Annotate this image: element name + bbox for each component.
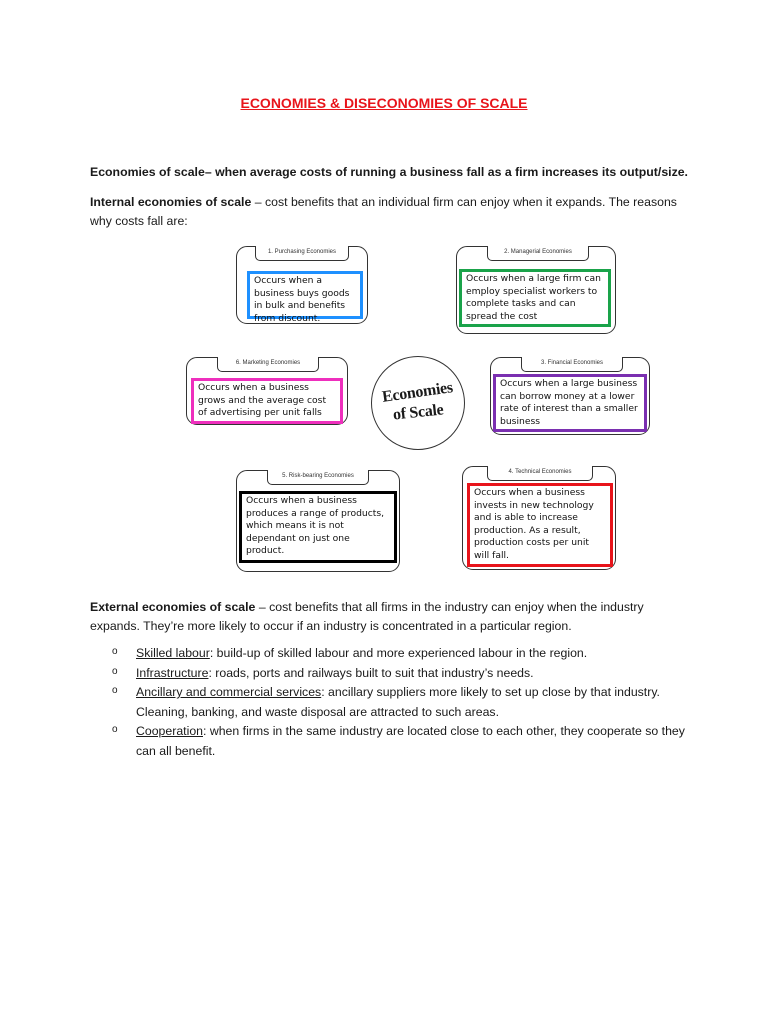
card-tab: 2. Managerial Economies bbox=[487, 246, 589, 261]
definition-term: Economies of scale bbox=[90, 165, 205, 179]
bullet-text: : build-up of skilled labour and more experienced labour in the region. bbox=[209, 646, 588, 660]
internal-text: – cost benefits that an individual firm can enjoy when it expands. The reasons why costs fall are: bbox=[90, 195, 677, 228]
card-text: Occurs when a business produces a range of products, which means it is not dependant on just one product. bbox=[239, 491, 397, 563]
external-paragraph bbox=[90, 598, 690, 636]
bullet-text: : roads, ports and railways built to suit that industry’s needs. bbox=[208, 665, 534, 680]
bullet-text: : ancillary suppliers more likely to set up close by that industry. Cleaning, banking, and waste disposal are attracted to such areas. bbox=[136, 685, 660, 719]
center-circle bbox=[371, 356, 465, 450]
card-tab: 3. Financial Economies bbox=[521, 357, 623, 372]
card-purchasing bbox=[236, 246, 368, 324]
bullet-term: Cooperation bbox=[136, 724, 203, 738]
external-text: – cost benefits that all firms in the industry can enjoy when the industry expands. They’re more likely to occur if an industry is concentrated in a particular region. bbox=[90, 600, 644, 633]
card-tab: 4. Technical Economies bbox=[487, 466, 593, 481]
bullet-term: Infrastructure bbox=[136, 665, 209, 680]
bullet-marker: o bbox=[112, 724, 118, 735]
card-tab: 1. Purchasing Economies bbox=[255, 246, 349, 261]
page-title: ECONOMIES & DISECONOMIES OF SCALE bbox=[240, 95, 528, 111]
bullet-marker: o bbox=[112, 646, 118, 657]
card-text: Occurs when a business grows and the average cost of advertising per unit falls bbox=[191, 378, 343, 424]
bullet-text: : when firms in the same industry are located close to each other, they cooperate so they can all benefit. bbox=[136, 724, 685, 758]
center-title-line1: Economies bbox=[381, 379, 455, 406]
card-managerial bbox=[456, 246, 616, 334]
internal-term: Internal economies of scale bbox=[90, 195, 252, 209]
card-text: Occurs when a business buys goods in bulk and benefits from discount. bbox=[247, 271, 363, 319]
external-term: External economies of scale bbox=[90, 600, 256, 614]
card-tab: 6. Marketing Economies bbox=[217, 357, 319, 372]
center-title-line2: of Scale bbox=[391, 401, 444, 424]
bullet-marker: o bbox=[112, 665, 118, 677]
external-bullet-list bbox=[112, 644, 692, 761]
card-technical bbox=[462, 466, 616, 570]
card-tab: 5. Risk-bearing Economies bbox=[267, 470, 369, 485]
card-text: Occurs when a large business can borrow money at a lower rate of interest than a smaller business bbox=[493, 374, 647, 432]
bullet-marker: o bbox=[112, 685, 118, 696]
bullet-term: Skilled labour bbox=[136, 646, 210, 660]
card-financial bbox=[490, 357, 650, 435]
list-item bbox=[112, 683, 692, 722]
list-item bbox=[112, 722, 692, 761]
card-text: Occurs when a business invests in new technology and is able to increase production. As a result, production costs per unit will fall. bbox=[467, 483, 613, 567]
card-text: Occurs when a large firm can employ specialist workers to complete tasks and can spread the cost bbox=[459, 269, 611, 327]
bullet-term: Ancillary and commercial services bbox=[136, 685, 322, 699]
card-marketing bbox=[186, 357, 348, 425]
list-item bbox=[112, 664, 692, 684]
definition-paragraph bbox=[90, 163, 690, 182]
card-risk-bearing bbox=[236, 470, 400, 572]
definition-text: – when average costs of running a business fall as a firm increases its output/size. bbox=[204, 165, 688, 179]
internal-paragraph bbox=[90, 193, 690, 231]
list-item bbox=[112, 644, 692, 664]
